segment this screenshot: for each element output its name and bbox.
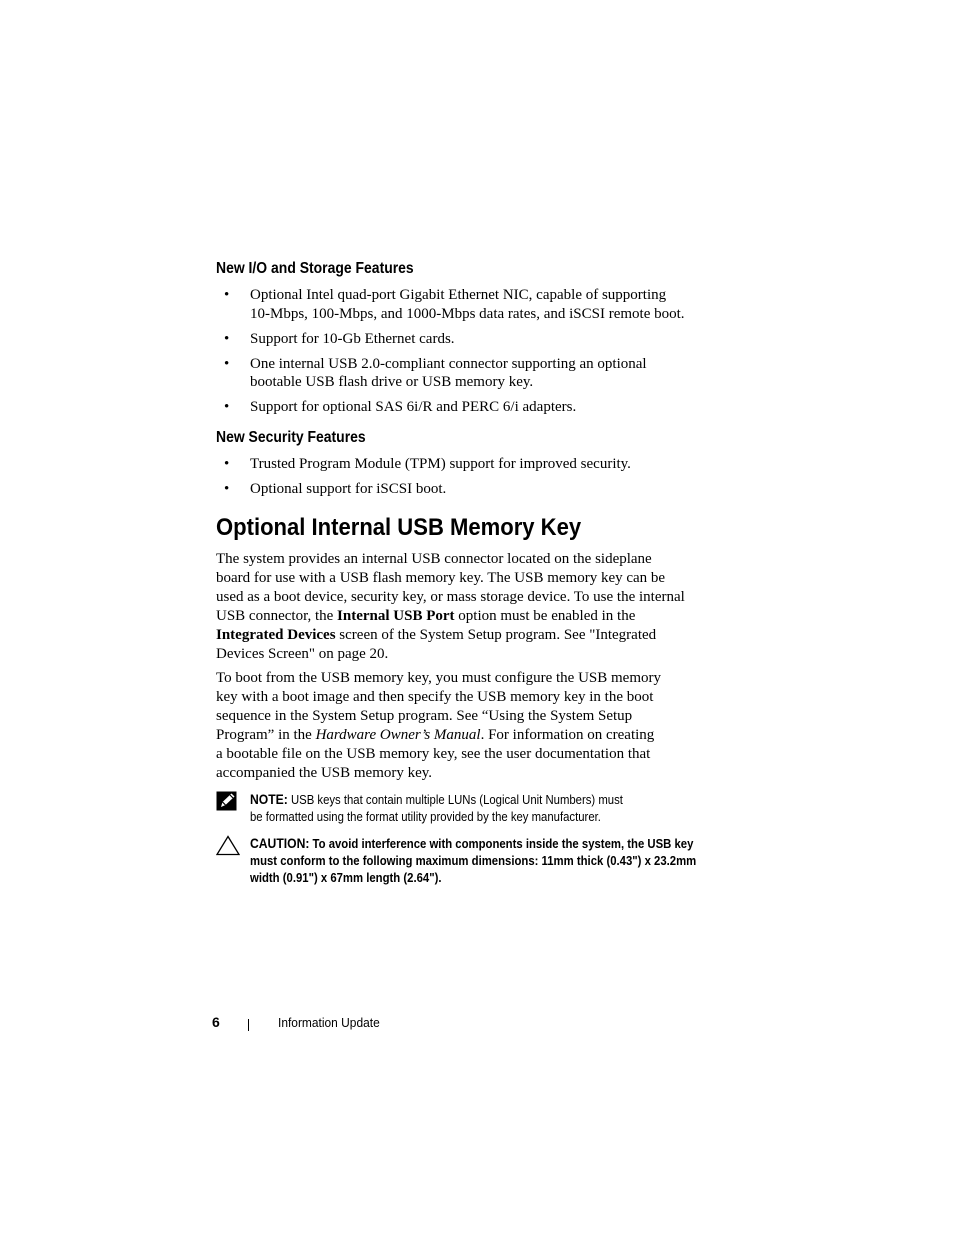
io-storage-list bbox=[216, 286, 716, 417]
note-label: NOTE: bbox=[250, 791, 288, 807]
list-item-line: One internal USB 2.0-compliant connector supporting an optional bbox=[250, 355, 647, 372]
caution-line bbox=[250, 835, 694, 853]
list-item-line: Support for 10-Gb Ethernet cards. bbox=[250, 330, 455, 347]
list-item bbox=[216, 455, 716, 474]
paragraph-line: Devices Screen" on page 20. bbox=[216, 645, 389, 662]
footer-divider bbox=[248, 1019, 249, 1031]
security-heading: New Security Features bbox=[216, 428, 366, 446]
note-box bbox=[216, 791, 716, 826]
page-number: 6 bbox=[212, 1014, 220, 1030]
paragraph-line bbox=[216, 726, 716, 745]
caution-line: must conform to the following maximum dimensions: 11mm thick (0.43") x 23.2mm bbox=[250, 853, 697, 868]
caution-triangle-icon bbox=[216, 835, 240, 861]
bullet-icon: • bbox=[224, 287, 230, 303]
caution-box bbox=[216, 835, 716, 887]
caution-label: CAUTION: bbox=[250, 835, 310, 851]
paragraph-line bbox=[216, 607, 716, 626]
note-pencil-icon bbox=[216, 791, 238, 816]
bullet-icon: • bbox=[224, 480, 230, 497]
bullet-icon: • bbox=[224, 399, 230, 415]
paragraph-line: sequence in the System Setup program. See “Using the System Setup bbox=[216, 708, 633, 725]
bullet-icon: • bbox=[224, 455, 230, 472]
list-item-line: bootable USB flash drive or USB memory key. bbox=[250, 374, 534, 390]
paragraph-line: a bootable file on the USB memory key, see the user documentation that bbox=[216, 746, 651, 763]
integrated-devices-screen: Integrated Devices bbox=[216, 626, 336, 643]
usb-key-title: Optional Internal USB Memory Key bbox=[216, 514, 582, 541]
note-text: USB keys that contain multiple LUNs (Logical Unit Numbers) must bbox=[287, 792, 623, 807]
paragraph-text: . For information on creating bbox=[480, 727, 655, 744]
paragraph-text: option must be enabled in the bbox=[454, 607, 636, 624]
list-item-line: Trusted Program Module (TPM) support for improved security. bbox=[250, 455, 631, 472]
footer-title: Information Update bbox=[278, 1015, 380, 1030]
security-list bbox=[216, 455, 716, 499]
paragraph-text: Program” in the bbox=[216, 727, 316, 744]
internal-usb-port-option: Internal USB Port bbox=[337, 607, 455, 624]
paragraph-line: key with a boot image and then specify the USB memory key in the boot bbox=[216, 689, 654, 706]
list-item bbox=[216, 480, 716, 499]
bullet-icon: • bbox=[224, 355, 230, 372]
paragraph-line: used as a boot device, security key, or mass storage device. To use the internal bbox=[216, 588, 685, 605]
paragraph-text: USB connector, the bbox=[216, 607, 338, 624]
list-item bbox=[216, 398, 716, 417]
paragraph-line bbox=[216, 626, 716, 645]
note-line bbox=[250, 791, 669, 809]
list-item bbox=[216, 330, 716, 349]
bullet-icon: • bbox=[224, 330, 230, 347]
io-storage-heading: New I/O and Storage Features bbox=[216, 260, 414, 277]
hardware-owners-manual-title: Hardware Owner’s Manual bbox=[315, 727, 481, 744]
usb-key-paragraph-1 bbox=[216, 550, 716, 663]
paragraph-line: The system provides an internal USB connector located on the sideplane bbox=[216, 551, 652, 567]
paragraph-line: accompanied the USB memory key. bbox=[216, 764, 433, 781]
list-item-line: Support for optional SAS 6i/R and PERC 6/i adapters. bbox=[250, 399, 577, 415]
caution-text: To avoid interference with components inside the system, the USB key bbox=[309, 836, 694, 851]
list-item-line: 10-Mbps, 100-Mbps, and 1000-Mbps data rates, and iSCSI remote boot. bbox=[250, 305, 685, 322]
list-item bbox=[216, 355, 716, 392]
page-content bbox=[216, 258, 716, 887]
list-item-line: Optional Intel quad-port Gigabit Ethernet NIC, capable of supporting bbox=[250, 287, 667, 303]
paragraph-text: screen of the System Setup program. See "Integrated bbox=[335, 626, 657, 643]
usb-key-paragraph-2 bbox=[216, 669, 716, 782]
paragraph-line: board for use with a USB flash memory key. The USB memory key can be bbox=[216, 569, 666, 586]
note-line: be formatted using the format utility provided by the key manufacturer. bbox=[250, 809, 601, 824]
list-item bbox=[216, 286, 716, 323]
list-item-line: Optional support for iSCSI boot. bbox=[250, 480, 447, 497]
paragraph-line: To boot from the USB memory key, you must configure the USB memory bbox=[216, 670, 662, 687]
caution-line: width (0.91") x 67mm length (2.64"). bbox=[250, 870, 442, 885]
